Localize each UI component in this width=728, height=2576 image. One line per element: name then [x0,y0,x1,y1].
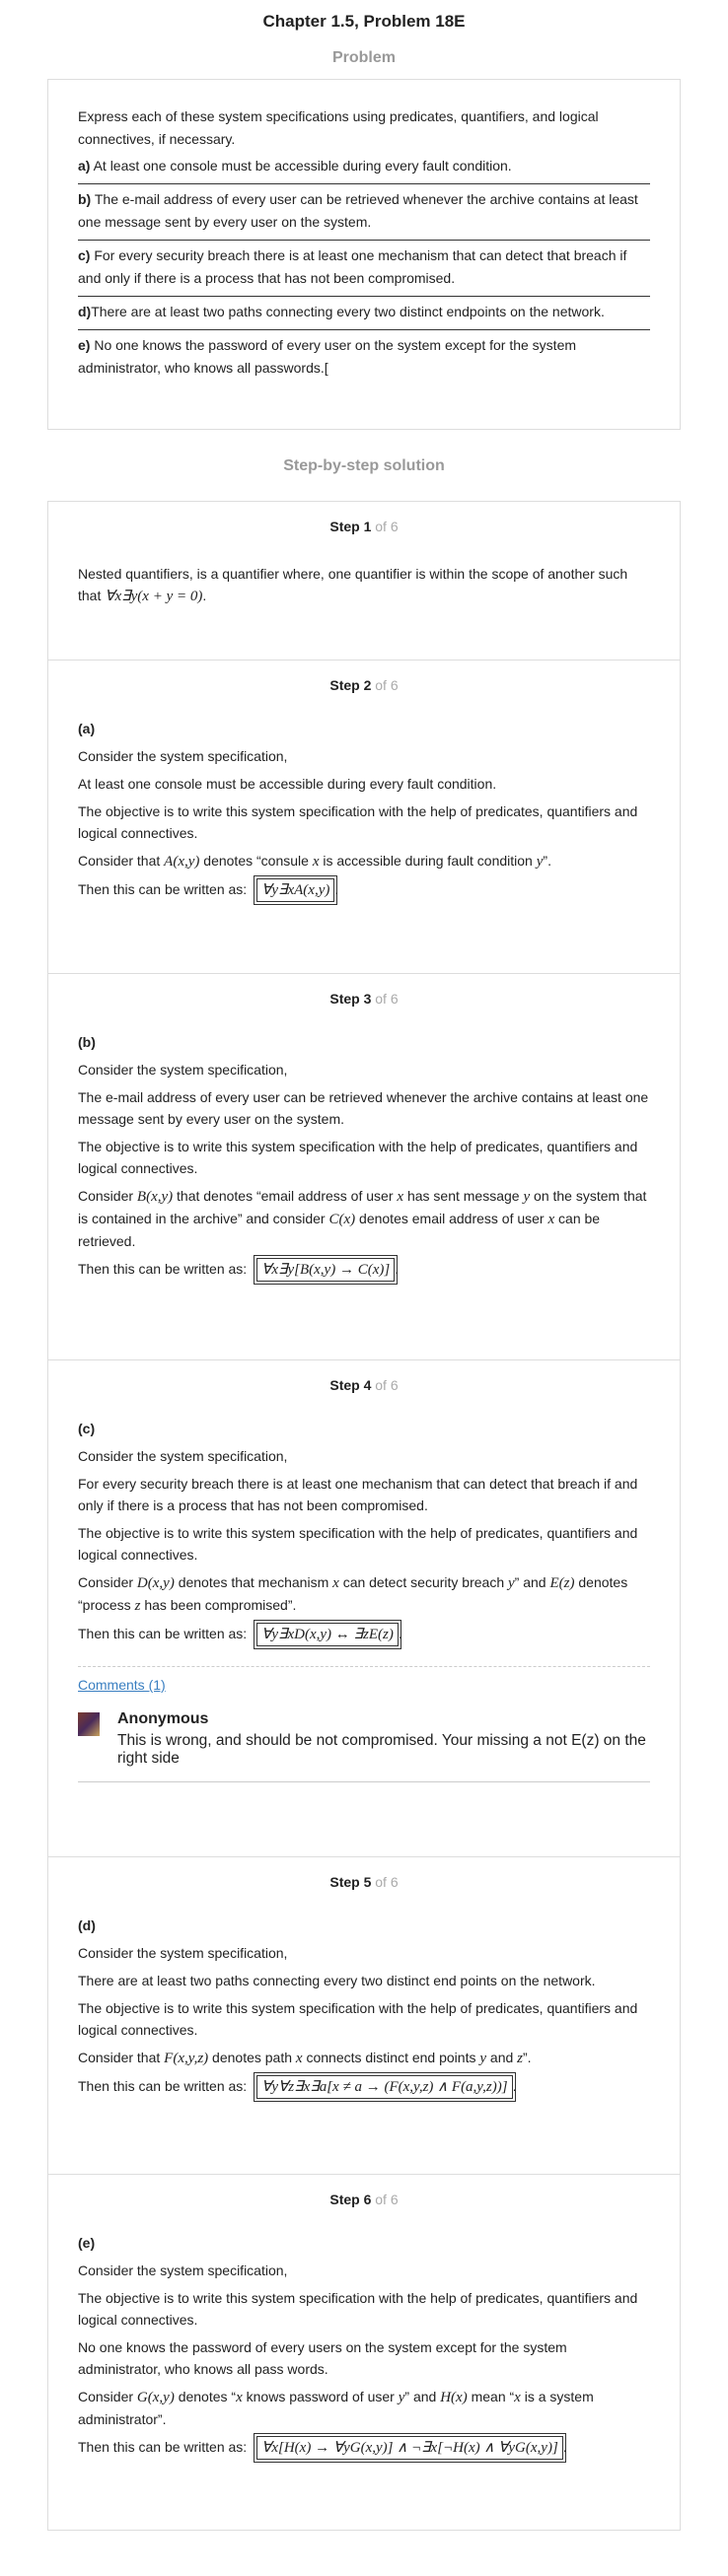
step-5-consider: Consider the system specification, [78,1945,288,1961]
solution-heading: Step-by-step solution [283,457,445,474]
step-4-spec: For every security breach there is at least one mechanism that can detect that breach if and only if there is a process that has not been compromised. [78,1476,638,1513]
problem-item-b: b) The e-mail address of every user can be retrieved whenever the archive contains at least one message sent by every user on the system. [78,184,650,241]
comments-section [78,1666,650,1782]
step-1-heading: Step 1 of 6 [329,519,399,534]
step-4-label: (c) [78,1421,96,1436]
problem-item-c: c) For every security breach there is at least one mechanism that can detect that breach if and only if there is a process that has not been compromised. [78,241,650,297]
solution-card [47,501,681,2531]
step-4 [48,1360,680,1857]
step-2-heading: Step 2 of 6 [329,677,399,693]
step-5-answer: ∀y∀z∃x∃a[x ≠ a → (F(x,y,z) ∧ F(a,y,z))] [256,2075,512,2099]
step-2-consider: Consider the system specification, [78,748,288,764]
comment-text: This is wrong, and should be not compromised. Your missing a not E(z) on the right side [117,1732,646,1767]
step-6-answer: ∀x[H(x) → ∀yG(x,y)] ∧ ¬∃x[¬H(x) ∧ ∀yG(x,y)] [256,2436,563,2460]
step-3-objective: The objective is to write this system specification with the help of predicates, quantifiers and logical connectives. [78,1139,638,1176]
problem-item-e: e) No one knows the password of every user on the system except for the system administrator, who knows all passwords.[ [78,337,577,376]
step-2 [48,661,680,974]
step-6-objective: The objective is to write this system specification with the help of predicates, quantifiers and logical connectives. [78,2290,638,2328]
step-3-spec: The e-mail address of every user can be retrieved whenever the archive contains at least one message sent by every user on the system. [78,1089,649,1127]
step-3 [48,974,680,1360]
comment-author: Anonymous [117,1710,209,1727]
step-5-answer-line: Then this can be written as: ∀y∀z∃x∃a[x ≠ a → (F(x,y,z) ∧ F(a,y,z))] . [78,2075,650,2099]
step-2-objective: The objective is to write this system specification with the help of predicates, quantifiers and logical connectives. [78,803,638,841]
step-2-label: (a) [78,721,96,736]
step-6-definition: Consider G(x,y) denotes “x knows password of user y” and H(x) mean “x is a system administrator”. [78,2389,594,2427]
step-2-definition: Consider that A(x,y) denotes “consule x is accessible during fault condition y”. [78,853,551,870]
step-3-heading: Step 3 of 6 [329,991,399,1007]
step-6-consider: Consider the system specification, [78,2263,288,2278]
step-4-answer-line: Then this can be written as: ∀y∃xD(x,y) ↔ ∃zE(z) . [78,1623,650,1646]
problem-heading: Problem [331,49,396,66]
step-3-definition: Consider B(x,y) that denotes “email address of user x has sent message y on the system that is contained in the archive” and consider C(x) denotes email address of user x can be retrieved. [78,1188,647,1249]
problem-card [47,79,681,430]
step-6-heading: Step 6 of 6 [329,2192,399,2207]
step-6-answer-line: Then this can be written as: ∀x[H(x) → ∀yG(x,y)] ∧ ¬∃x[¬H(x) ∧ ∀yG(x,y)] . [78,2436,650,2460]
page-title: Chapter 1.5, Problem 18E [262,12,466,31]
problem-item-d: d)There are at least two paths connecting every two distinct endpoints on the network. [78,297,650,330]
step-5-spec: There are at least two paths connecting every two distinct end points on the network. [78,1973,596,1988]
step-6-spec: No one knows the password of every users on the system except for the system administrator, who knows all pass words. [78,2339,567,2377]
step-2-spec: At least one console must be accessible during every fault condition. [78,776,497,792]
step-6-label: (e) [78,2235,96,2251]
step-5-objective: The objective is to write this system specification with the help of predicates, quantifiers and logical connectives. [78,2000,638,2038]
comments-link[interactable]: Comments (1) [78,1677,166,1693]
step-2-answer-line: Then this can be written as: ∀y∃xA(x,y) . [78,878,650,902]
step-4-objective: The objective is to write this system specification with the help of predicates, quantifiers and logical connectives. [78,1525,638,1563]
step-4-consider: Consider the system specification, [78,1448,288,1464]
problem-item-a: a) At least one console must be accessible during every fault condition. [78,151,650,184]
step-2-answer: ∀y∃xA(x,y) [256,878,334,902]
step-3-answer: ∀x∃y[B(x,y) → C(x)] [256,1258,395,1282]
comment [78,1710,650,1782]
step-4-definition: Consider D(x,y) denotes that mechanism x can detect security breach y” and E(z) denotes “process z has been compromised”. [78,1574,628,1614]
step-5 [48,1857,680,2175]
step-5-label: (d) [78,1917,96,1933]
step-1-text: Nested quantifiers, is a quantifier where, one quantifier is within the scope of another such that ∀x∃y(x + y = 0). [78,566,628,604]
step-3-label: (b) [78,1034,96,1050]
step-3-answer-line: Then this can be written as: ∀x∃y[B(x,y) → C(x)] . [78,1258,650,1282]
step-6 [48,2175,680,2530]
problem-intro: Express each of these system specifications using predicates, quantifiers, and logical connectives, if necessary. [78,108,599,147]
step-3-consider: Consider the system specification, [78,1062,288,1078]
step-4-answer: ∀y∃xD(x,y) ↔ ∃zE(z) [256,1623,399,1646]
step-5-definition: Consider that F(x,y,z) denotes path x connects distinct end points y and z”. [78,2050,532,2066]
avatar [78,1712,100,1736]
step-4-heading: Step 4 of 6 [329,1377,399,1393]
step-5-heading: Step 5 of 6 [329,1874,399,1890]
step-1 [48,502,680,661]
